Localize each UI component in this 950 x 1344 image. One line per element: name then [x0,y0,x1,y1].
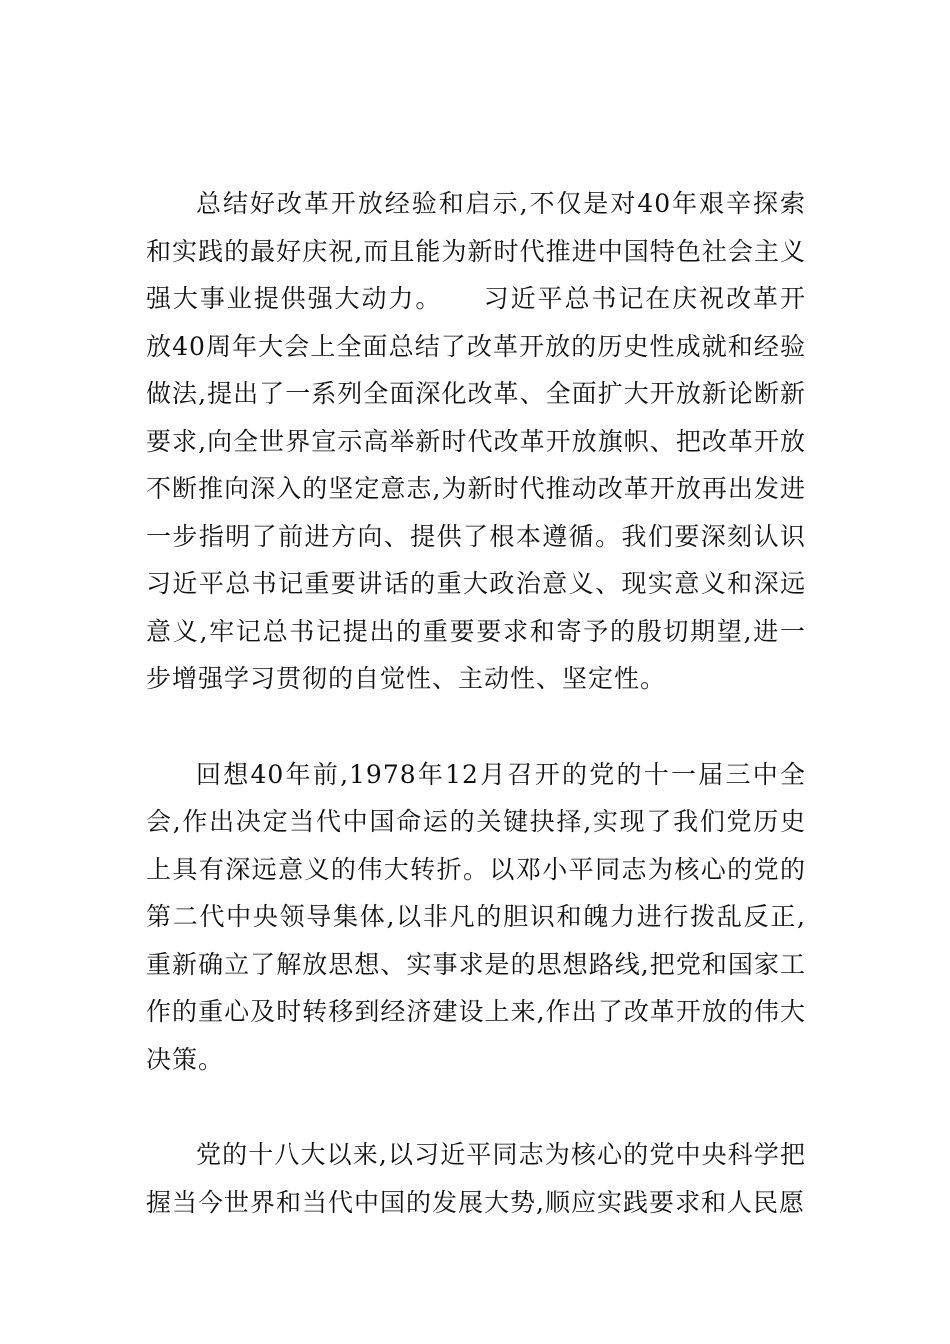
document-body [146,180,806,1226]
paragraph-reform-summary: 总结好改革开放经验和启示,不仅是对40年艰辛探索和实践的最好庆祝,而且能为新时代推进中国特色社会主义强大事业提供强大动力。 习近平总书记在庆祝改革开放40周年大会上全面总结了改革开放的历史性成就和经验做法,提出了一系列全面深化改革、全面扩大开放新论断新要求,向全世界宣示高举新时代改革开放旗帜、把改革开放不断推向深入的坚定意志,为新时代推动改革开放再出发进一步指明了前进方向、提供了根本遵循。我们要深刻认识习近平总书记重要讲话的重大政治意义、现实意义和深远意义,牢记总书记提出的重要要求和寄予的殷切期望,进一步增强学习贯彻的自觉性、主动性、坚定性。 [146,189,806,693]
paragraph-spacer [146,703,806,751]
paragraph-third-plenum: 回想40年前,1978年12月召开的党的十一届三中全会,作出决定当代中国命运的关键抉择,实现了我们党历史上具有深远意义的伟大转折。以邓小平同志为核心的党的第二代中央领导集体,以非凡的胆识和魄力进行拨乱反正,重新确立了解放思想、实事求是的思想路线,把党和国家工作的重心及时转移到经济建设上来,作出了改革开放的伟大决策。 [146,759,806,1074]
paragraph-spacer [146,1083,806,1131]
paragraph-eighteenth-congress: 党的十八大以来,以习近平同志为核心的党中央科学把握当今世界和当代中国的发展大势,顺应实践要求和人民愿 [146,1140,806,1217]
